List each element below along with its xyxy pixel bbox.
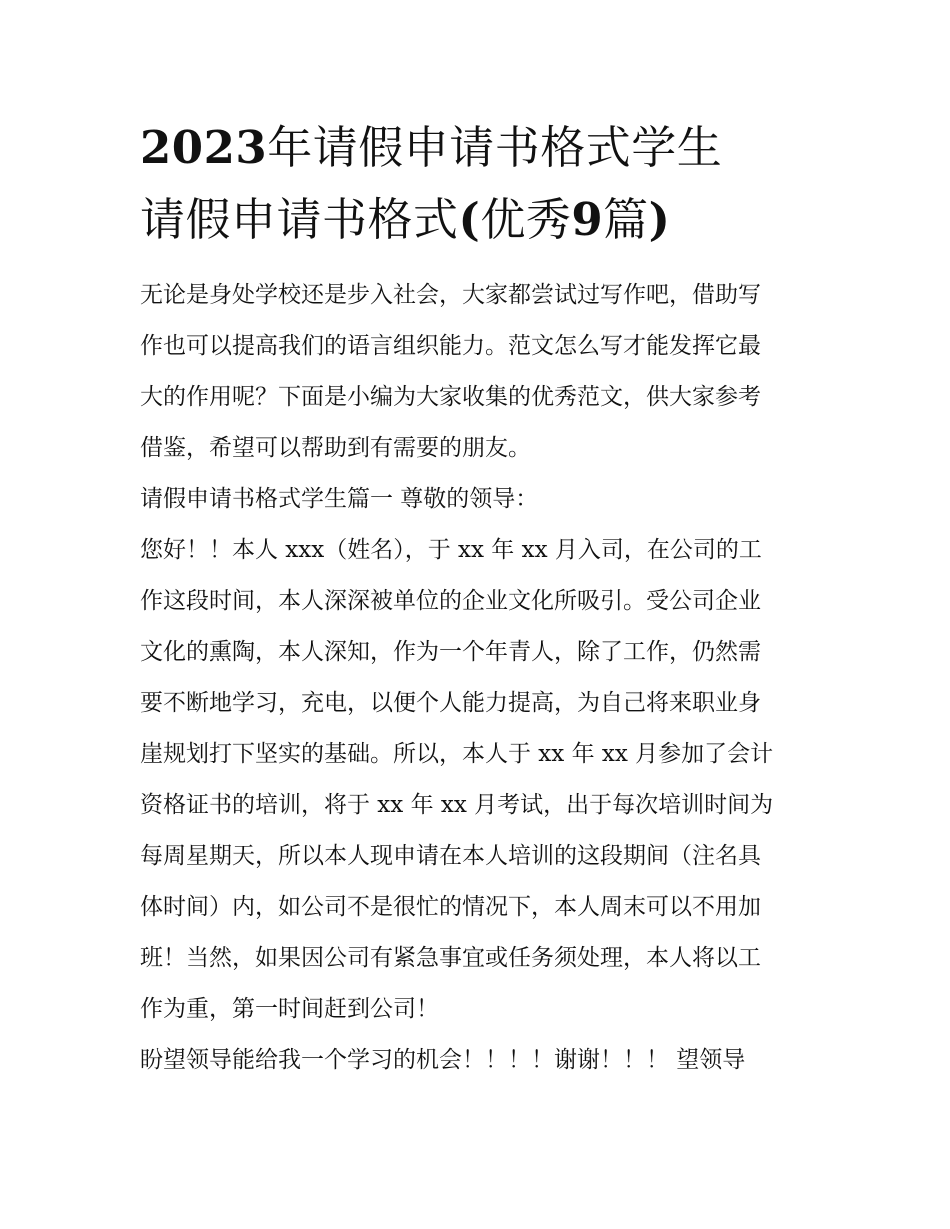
body-line: 作为重，第一时间赶到公司！ [140, 996, 439, 1022]
intro-paragraph [140, 270, 815, 474]
intro-line: 无论是身处学校还是步入社会，大家都尝试过写作吧，借助写 [140, 282, 761, 308]
title-line-2-text-c: 优秀 [480, 193, 572, 246]
intro-line: 大的作用呢？下面是小编为大家收集的优秀范文，供大家参考 [140, 384, 761, 410]
title-line-2-text-a: 请假申请书格式 [140, 193, 459, 246]
closing-line: 盼望领导能给我一个学习的机会！！！！谢谢！！！ 望领导 [140, 1047, 746, 1073]
title-line-2-text-e: 篇 [603, 193, 649, 246]
body-line: 作这段时间，本人深深被单位的企业文化所吸引。受公司企业 [140, 588, 761, 614]
title-line-2 [140, 184, 815, 256]
title-line-1 [140, 112, 815, 184]
title-open-paren: ( [458, 193, 481, 246]
section-heading [140, 474, 815, 525]
title-close-paren: ) [648, 193, 671, 246]
intro-line: 借鉴，希望可以帮助到有需要的朋友。 [140, 435, 531, 461]
body-paragraph [140, 525, 815, 1035]
section-heading-text: 请假申请书格式学生篇一 尊敬的领导： [140, 486, 539, 512]
body-line: 文化的熏陶，本人深知，作为一个年青人，除了工作，仍然需 [140, 639, 761, 665]
title-count: 9 [571, 193, 604, 246]
intro-line: 作也可以提高我们的语言组织能力。范文怎么写才能发挥它最 [140, 333, 761, 359]
document-title [140, 112, 815, 256]
body-line: 每周星期天，所以本人现申请在本人培训的这段期间（注名具 [140, 843, 761, 869]
body-line: 体时间）内，如公司不是很忙的情况下，本人周末可以不用加 [140, 894, 761, 920]
title-year: 2023 [140, 121, 268, 174]
body-line: 资格证书的培训，将于 xx 年 xx 月考试，出于每次培训时间为 [140, 792, 774, 818]
closing-paragraph [140, 1035, 815, 1086]
title-line-1-text: 年请假申请书格式学生 [267, 121, 723, 174]
body-line: 崖规划打下坚实的基础。所以，本人于 xx 年 xx 月参加了会计 [140, 741, 774, 767]
body-line: 您好！！本人 xxx（姓名），于 xx 年 xx 月入司，在公司的工 [140, 537, 762, 563]
document-content [140, 112, 815, 1086]
body-line: 要不断地学习，充电，以便个人能力提高，为自己将来职业身 [140, 690, 761, 716]
body-line: 班！当然，如果因公司有紧急事宜或任务须处理，本人将以工 [140, 945, 761, 971]
